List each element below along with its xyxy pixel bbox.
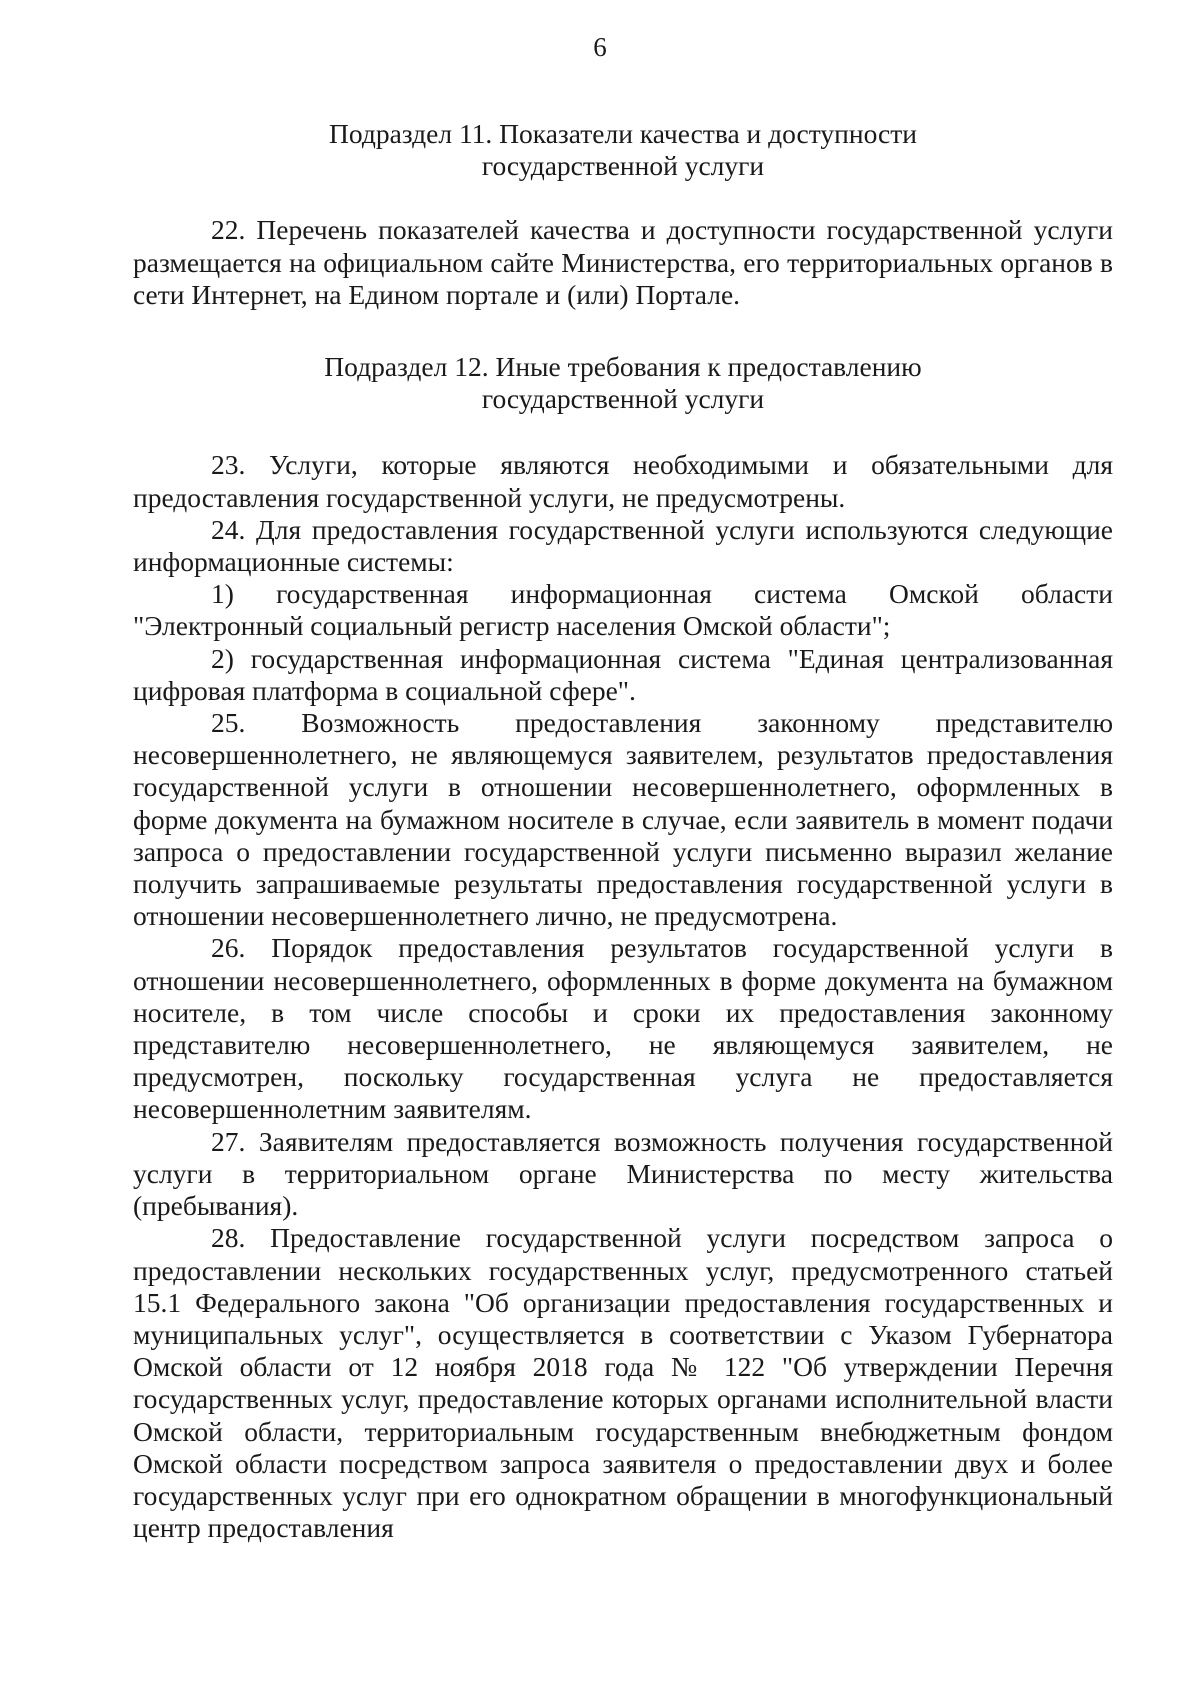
- paragraph-23: 23. Услуги, которые являются необходимыми и обязательными для предоставления государственной услуги, не предусмотрены.: [133, 449, 1113, 513]
- section-heading-11: [133, 118, 1113, 182]
- paragraph-24-item-2: 2) государственная информационная система "Единая централизованная цифровая платформа в социальной сфере".: [133, 642, 1113, 706]
- page-number: 6: [593, 32, 607, 62]
- paragraph-27: 27. Заявителям предоставляется возможность получения государственной услуги в территориальном органе Министерства по месту жительства (пребывания).: [133, 1125, 1113, 1222]
- paragraph-24-item-1: 1) государственная информационная система Омской области "Электронный социальный регистр населения Омской области";: [133, 578, 1113, 642]
- paragraph-28: 28. Предоставление государственной услуги посредством запроса о предоставлении нескольких государственных услуг, предусмотренного статьей 15.1 Федерального закона "Об организации предоставления государственных и муниципальных услуг", осуществляется в соответствии с Указом Губернатора Омской области от 12 ноября 2018 года № 122 "Об утверждении Перечня государственных услуг, предоставление которых органами исполнительной власти Омской области, территориальным государственным внебюджетным фондом Омской области посредством запроса заявителя о предоставлении двух и более государственных услуг при его однократном обращении в многофункциональный центр предоставления: [133, 1222, 1113, 1544]
- paragraph-22: 22. Перечень показателей качества и доступности государственной услуги размещается на официальном сайте Министерства, его территориальных органов в сети Интернет, на Едином портале и (или) Портале.: [133, 214, 1113, 310]
- paragraph-24: 24. Для предоставления государственной услуги используются следующие информационные системы:: [133, 513, 1113, 578]
- heading-line: государственной услуги: [481, 383, 765, 415]
- document-body: [133, 118, 1113, 1544]
- heading-line: Подраздел 11. Показатели качества и доступности: [329, 118, 917, 149]
- heading-line: Подраздел 12. Иные требования к предоставлению: [324, 351, 922, 383]
- section-heading-12: [133, 351, 1113, 415]
- heading-line: государственной услуги: [481, 150, 765, 182]
- paragraph-26: 26. Порядок предоставления результатов государственной услуги в отношении несовершеннолетнего, оформленных в форме документа на бумажном носителе, в том числе способы и сроки их предоставления законному представителю несовершеннолетнего, не являющемуся заявителем, не предусмотрен, поскольку государственная услуга не предоставляется несовершеннолетним заявителям.: [133, 932, 1113, 1125]
- paragraph-25: 25. Возможность предоставления законному представителю несовершеннолетнего, не являющемуся заявителем, результатов предоставления государственной услуги в отношении несовершеннолетнего, оформленных в форме документа на бумажном носителе в случае, если заявитель в момент подачи запроса о предоставлении государственной услуги письменно выразил желание получить запрашиваемые результаты предоставления государственной услуги в отношении несовершеннолетнего лично, не предусмотрена.: [133, 707, 1113, 932]
